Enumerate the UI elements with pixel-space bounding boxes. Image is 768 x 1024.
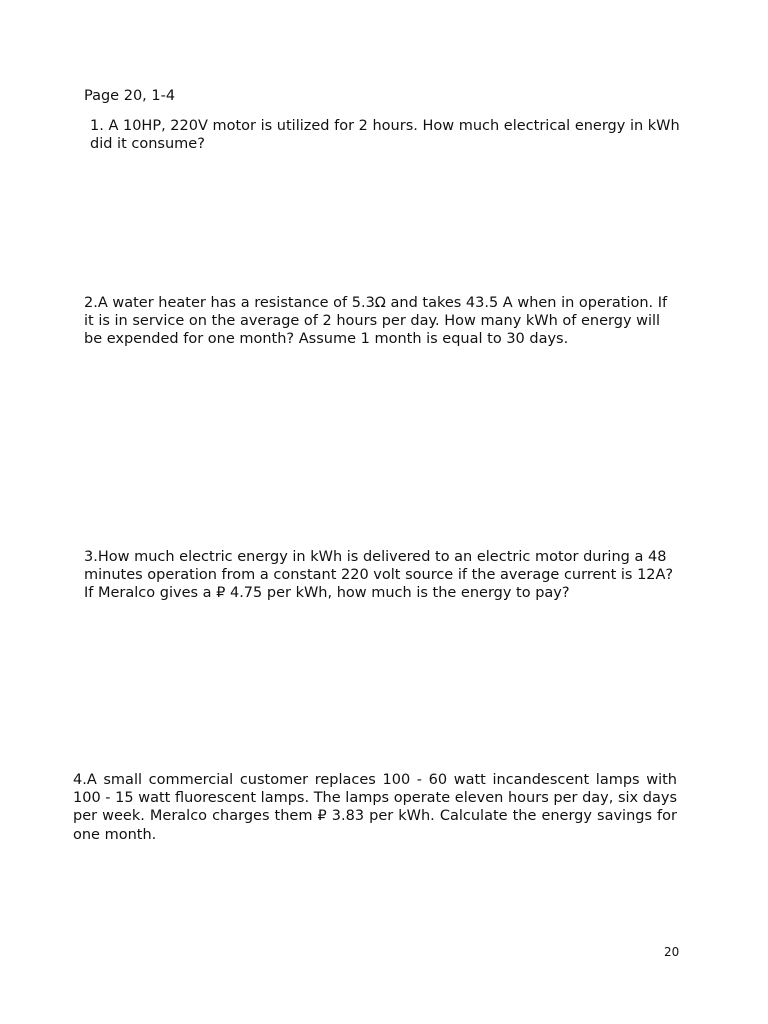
page-number: 20	[664, 945, 680, 959]
problem-3: 3.How much electric energy in kWh is delivered to an electric motor during a 48 minutes operation from a constant 220 volt source if the average current is 12A? If Meralco gives a ₽ 4.75 per kWh, how much is the energy to pay?	[84, 549, 674, 602]
problem-1: 1. A 10HP, 220V motor is utilized for 2 hours. How much electrical energy in kWh did it consume?	[90, 118, 680, 153]
problem-2: 2.A water heater has a resistance of 5.3Ω and takes 43.5 A when in operation. If it is in service on the average of 2 hours per day. How many kWh of energy will be expended for one month? Assume 1 month is equal to 30 days.	[84, 295, 668, 348]
page-reference-heading: Page 20, 1-4	[84, 88, 176, 104]
problem-4: 4.A small commercial customer replaces 100 - 60 watt incandescent lamps with 100 - 15 watt fluorescent lamps. The lamps operate eleven hours per day, six days per week. Meralco charges them ₽ 3.83 per kWh. Calculate the energy savings for one month.	[73, 772, 677, 843]
